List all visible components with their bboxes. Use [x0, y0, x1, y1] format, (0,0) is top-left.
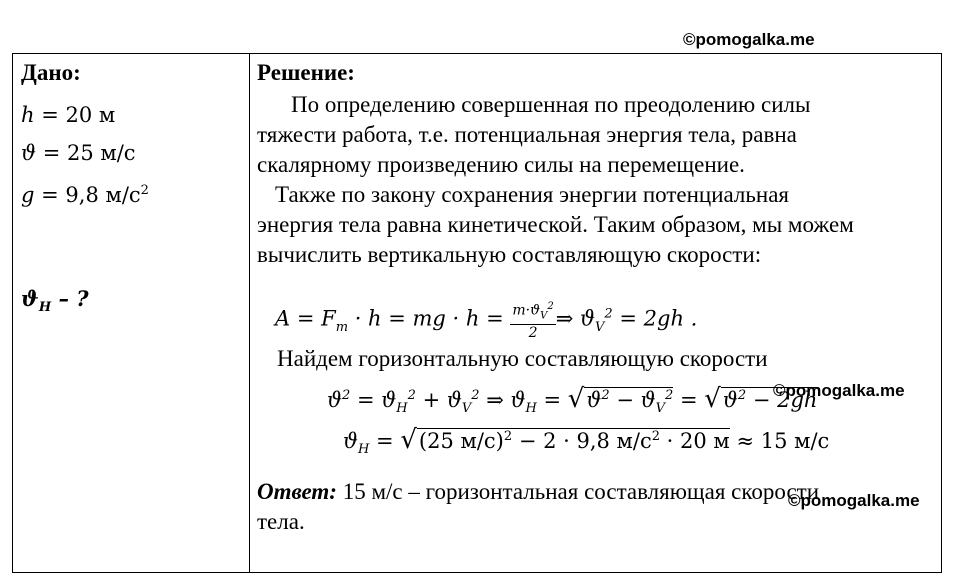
given-heading: Дано:: [21, 60, 81, 85]
given-h: h = 20 м: [21, 103, 116, 127]
watermark-top: ©pomogalka.me: [683, 30, 815, 49]
equation-work: $A = F_т \cdot h$ = mg · h = $\frac{m\cdot ϑ_V^2}{2}$ ⇒ $ϑ_V^2 = 2gh$ .: [275, 298, 937, 342]
equation-horizontal: $ϑ^2 = ϑ_H^2 + ϑ_V^2$ ⇒ $ϑ_H = √ϑ^2 - ϑ_V^2 = √ϑ^2 - 2gh$: [327, 384, 818, 417]
equation-result: $ϑ_H = √(25$ м/с)$^2$ − 2 · 9,8 $м/с^2 \cdot 20$ м ≈ 15 м/с: [343, 424, 830, 457]
find-quantity: $ϑ_H$ – ?: [21, 286, 89, 316]
solution-paragraph-3: Найдем горизонтальную составляющую скорости: [277, 346, 768, 372]
solution-column: [257, 60, 937, 537]
watermark-middle: ©pomogalka.me: [773, 381, 905, 400]
sqrt-sign: √: [704, 384, 721, 415]
radicand-1: $ϑ^2 - ϑ_V^2$: [586, 388, 674, 417]
given-column: [21, 60, 149, 316]
column-divider: [249, 54, 250, 572]
sqrt-sign: √: [567, 384, 585, 415]
watermark-bottom: ©pomogalka.me: [788, 491, 920, 510]
solution-paragraph-2: Также по закону сохранения энергии потенциальная энергия тела равна кинетической. Таким образом, мы можем вычислить вертикальную составляющую скорости:: [257, 182, 854, 267]
answer-label: Ответ:: [257, 478, 337, 504]
given-g: g = 9,8 $м/с^2$: [21, 183, 149, 207]
given-v: ϑ = 25 м/с: [21, 141, 136, 165]
solution-heading: Решение:: [257, 60, 355, 85]
problem-table: [12, 53, 942, 573]
solution-paragraph-1: По определению совершенная по преодолению силы тяжести работа, т.е. потенциальная энергия тела, равна скалярному произведению силы на перемещение.: [257, 92, 811, 177]
radicand-2: $ϑ^2 - 2gh$: [722, 388, 818, 413]
sqrt-sign: √: [400, 424, 417, 455]
answer: Ответ: 15 м/с – горизонтальная составляющая скорости тела.: [257, 478, 820, 534]
radicand-3: (25 м/с)$^2$ − 2 · 9,8 $м/с^2 \cdot 20$ м: [418, 428, 730, 453]
kinetic-fraction: $\frac{m\cdot ϑ_V^2}{2}$: [510, 298, 555, 342]
